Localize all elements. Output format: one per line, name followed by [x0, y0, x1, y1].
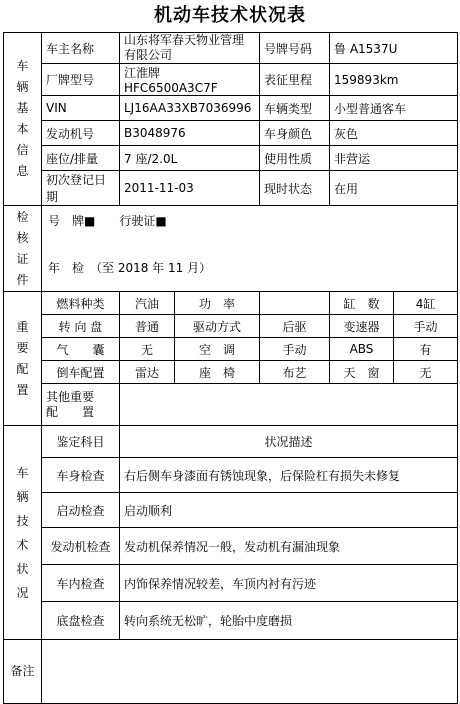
config-label: 座 椅 — [175, 361, 260, 384]
config-other-label: 其他重要 配 置 — [42, 384, 120, 426]
verify-content — [42, 206, 458, 292]
tech-description: 右后侧车身漆面有锈蚀现象，后保险杠有损失未修复 — [120, 458, 458, 493]
basic-label: 初次登记日期 — [42, 171, 120, 206]
basic-value: 灰色 — [330, 121, 458, 146]
basic-label: 现时状态 — [260, 171, 330, 206]
config-value: 雷达 — [120, 361, 175, 384]
tech-section-label: 车 辆 技 术 状 况 — [4, 426, 42, 640]
config-value: 无 — [120, 338, 175, 361]
basic-value: LJ16AA33XB7036996 — [120, 96, 260, 121]
config-label: 功 率 — [175, 292, 260, 315]
config-value: 布艺 — [260, 361, 330, 384]
config-label: 变速器 — [330, 315, 394, 338]
config-label: 燃料种类 — [42, 292, 120, 315]
tech-subject: 发动机检查 — [42, 528, 120, 565]
config-label: 缸 数 — [330, 292, 394, 315]
config-label: 驱动方式 — [175, 315, 260, 338]
config-value: 4缸 — [394, 292, 458, 315]
basic-value: 小型普通客车 — [330, 96, 458, 121]
config-value — [260, 292, 330, 315]
vehicle-condition-table — [3, 32, 458, 704]
basic-value: B3048976 — [120, 121, 260, 146]
basic-value: 2011-11-03 — [120, 171, 260, 206]
tech-header-subject: 鉴定科目 — [42, 426, 120, 458]
config-label: 气 囊 — [42, 338, 120, 361]
config-label: 空 调 — [175, 338, 260, 361]
page-title: 机动车技术状况表 — [154, 5, 306, 26]
basic-label: 使用性质 — [260, 146, 330, 171]
config-value: 汽油 — [120, 292, 175, 315]
verify-line-plate-license: 号 牌■ 行驶证■ — [48, 214, 167, 228]
basic-label: 车主名称 — [42, 33, 120, 64]
basic-section-label: 车 辆 基 本 信 息 — [4, 33, 42, 206]
basic-label: VIN — [42, 96, 120, 121]
tech-header-description: 状况描述 — [120, 426, 458, 458]
remarks-label: 备注 — [4, 640, 42, 704]
remarks-value — [42, 640, 458, 704]
config-label: 转 向 盘 — [42, 315, 120, 338]
tech-subject: 启动检查 — [42, 493, 120, 528]
config-label: 天 窗 — [330, 361, 394, 384]
basic-value: 山东将军春天物业管理有限公司 — [120, 33, 260, 64]
basic-label: 车身颜色 — [260, 121, 330, 146]
basic-value: 在用 — [330, 171, 458, 206]
basic-value: 鲁 A1537U — [330, 33, 458, 64]
config-value: 普通 — [120, 315, 175, 338]
config-value: 无 — [394, 361, 458, 384]
config-other-value — [120, 384, 458, 426]
basic-label: 车辆类型 — [260, 96, 330, 121]
tech-subject: 车身检查 — [42, 458, 120, 493]
tech-description: 发动机保养情况一般，发动机有漏油现象 — [120, 528, 458, 565]
basic-value: 7 座/2.0L — [120, 146, 260, 171]
tech-description: 内饰保养情况较差，车顶内衬有污迹 — [120, 565, 458, 602]
verify-line-inspection: 年 检 （至 2018 年 11 月） — [48, 261, 212, 275]
basic-value: 江淮牌 HFC6500A3C7F — [120, 64, 260, 96]
basic-label: 发动机号 — [42, 121, 120, 146]
config-section-label: 重 要 配 置 — [4, 292, 42, 426]
config-value: 后驱 — [260, 315, 330, 338]
basic-value: 159893km — [330, 64, 458, 96]
tech-description: 转向系统无松旷，轮胎中度磨损 — [120, 602, 458, 640]
basic-label: 表征里程 — [260, 64, 330, 96]
tech-subject: 车内检查 — [42, 565, 120, 602]
config-value: 手动 — [394, 315, 458, 338]
config-value: 手动 — [260, 338, 330, 361]
basic-value: 非营运 — [330, 146, 458, 171]
tech-description: 启动顺利 — [120, 493, 458, 528]
basic-label: 号牌号码 — [260, 33, 330, 64]
config-value: 有 — [394, 338, 458, 361]
basic-label: 厂牌型号 — [42, 64, 120, 96]
config-label: 倒车配置 — [42, 361, 120, 384]
basic-label: 座位/排量 — [42, 146, 120, 171]
verify-section-label: 检 核 证 件 — [4, 206, 42, 292]
config-label: ABS — [330, 338, 394, 361]
tech-subject: 底盘检查 — [42, 602, 120, 640]
